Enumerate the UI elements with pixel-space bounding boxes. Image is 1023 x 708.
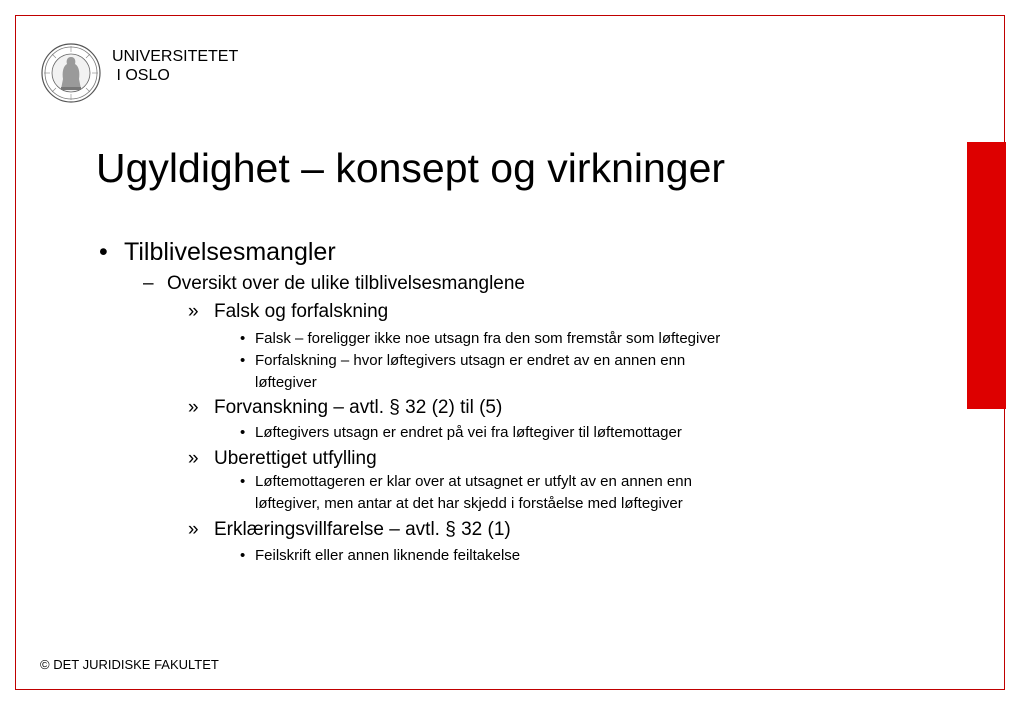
section-heading <box>188 300 389 324</box>
sub-bullet-marker: • <box>240 473 246 490</box>
section-marker: » <box>188 397 199 418</box>
section-heading-text: Uberettiget utfylling <box>214 448 377 469</box>
level1-text: Tilblivelsesmangler <box>124 238 336 266</box>
sub-bullet-item <box>240 350 686 394</box>
sub-bullet-text: løftegiver <box>255 374 317 391</box>
slide-title: Ugyldighet – konsept og virkninger <box>96 145 726 191</box>
sub-bullet-item <box>240 471 692 515</box>
level1-item <box>99 237 336 267</box>
level2-dash: – <box>143 273 154 294</box>
sub-bullet-marker: • <box>240 547 246 564</box>
university-name-line2: I OSLO <box>112 67 170 84</box>
footer-copyright: © DET JURIDISKE FAKULTET <box>40 657 219 672</box>
section-marker: » <box>188 519 199 540</box>
sub-bullet-item <box>240 422 682 444</box>
sub-bullet-marker: • <box>240 424 246 441</box>
section-marker: » <box>188 448 199 469</box>
section-heading <box>188 396 503 420</box>
sub-bullet-text: løftegiver, men antar at det har skjedd i forståelse med løftegiver <box>255 495 683 512</box>
sub-bullet-item <box>240 328 721 350</box>
university-name-line1: UNIVERSITETET <box>112 48 239 65</box>
level1-bullet: • <box>99 238 108 266</box>
section-marker: » <box>188 301 199 322</box>
section-heading <box>188 447 377 471</box>
level2-item <box>143 272 525 296</box>
sub-bullet-marker: • <box>240 330 246 347</box>
section-heading-text: Forvanskning – avtl. § 32 (2) til (5) <box>214 397 503 418</box>
section-heading-text: Erklæringsvillfarelse – avtl. § 32 (1) <box>214 519 511 540</box>
university-name <box>112 47 238 85</box>
sub-bullet-text: Forfalskning – hvor løftegivers utsagn er endret av en annen enn <box>255 352 686 369</box>
section-heading-text: Falsk og forfalskning <box>214 301 389 322</box>
sub-bullet-text: Løftegivers utsagn er endret på vei fra løftegiver til løftemottager <box>255 424 682 441</box>
accent-bar <box>967 142 1006 409</box>
sub-bullet-text: Falsk – foreligger ikke noe utsagn fra den som fremstår som løftegiver <box>255 330 721 347</box>
sub-bullet-item <box>240 545 521 567</box>
section-heading <box>188 518 511 542</box>
sub-bullet-text: Løftemottageren er klar over at utsagnet er utfylt av en annen enn <box>255 473 692 490</box>
sub-bullet-marker: • <box>240 352 246 369</box>
sub-bullet-text: Feilskrift eller annen liknende feiltakelse <box>255 547 521 564</box>
university-seal-icon <box>41 43 101 103</box>
level2-text: Oversikt over de ulike tilblivelsesmanglene <box>167 273 525 294</box>
